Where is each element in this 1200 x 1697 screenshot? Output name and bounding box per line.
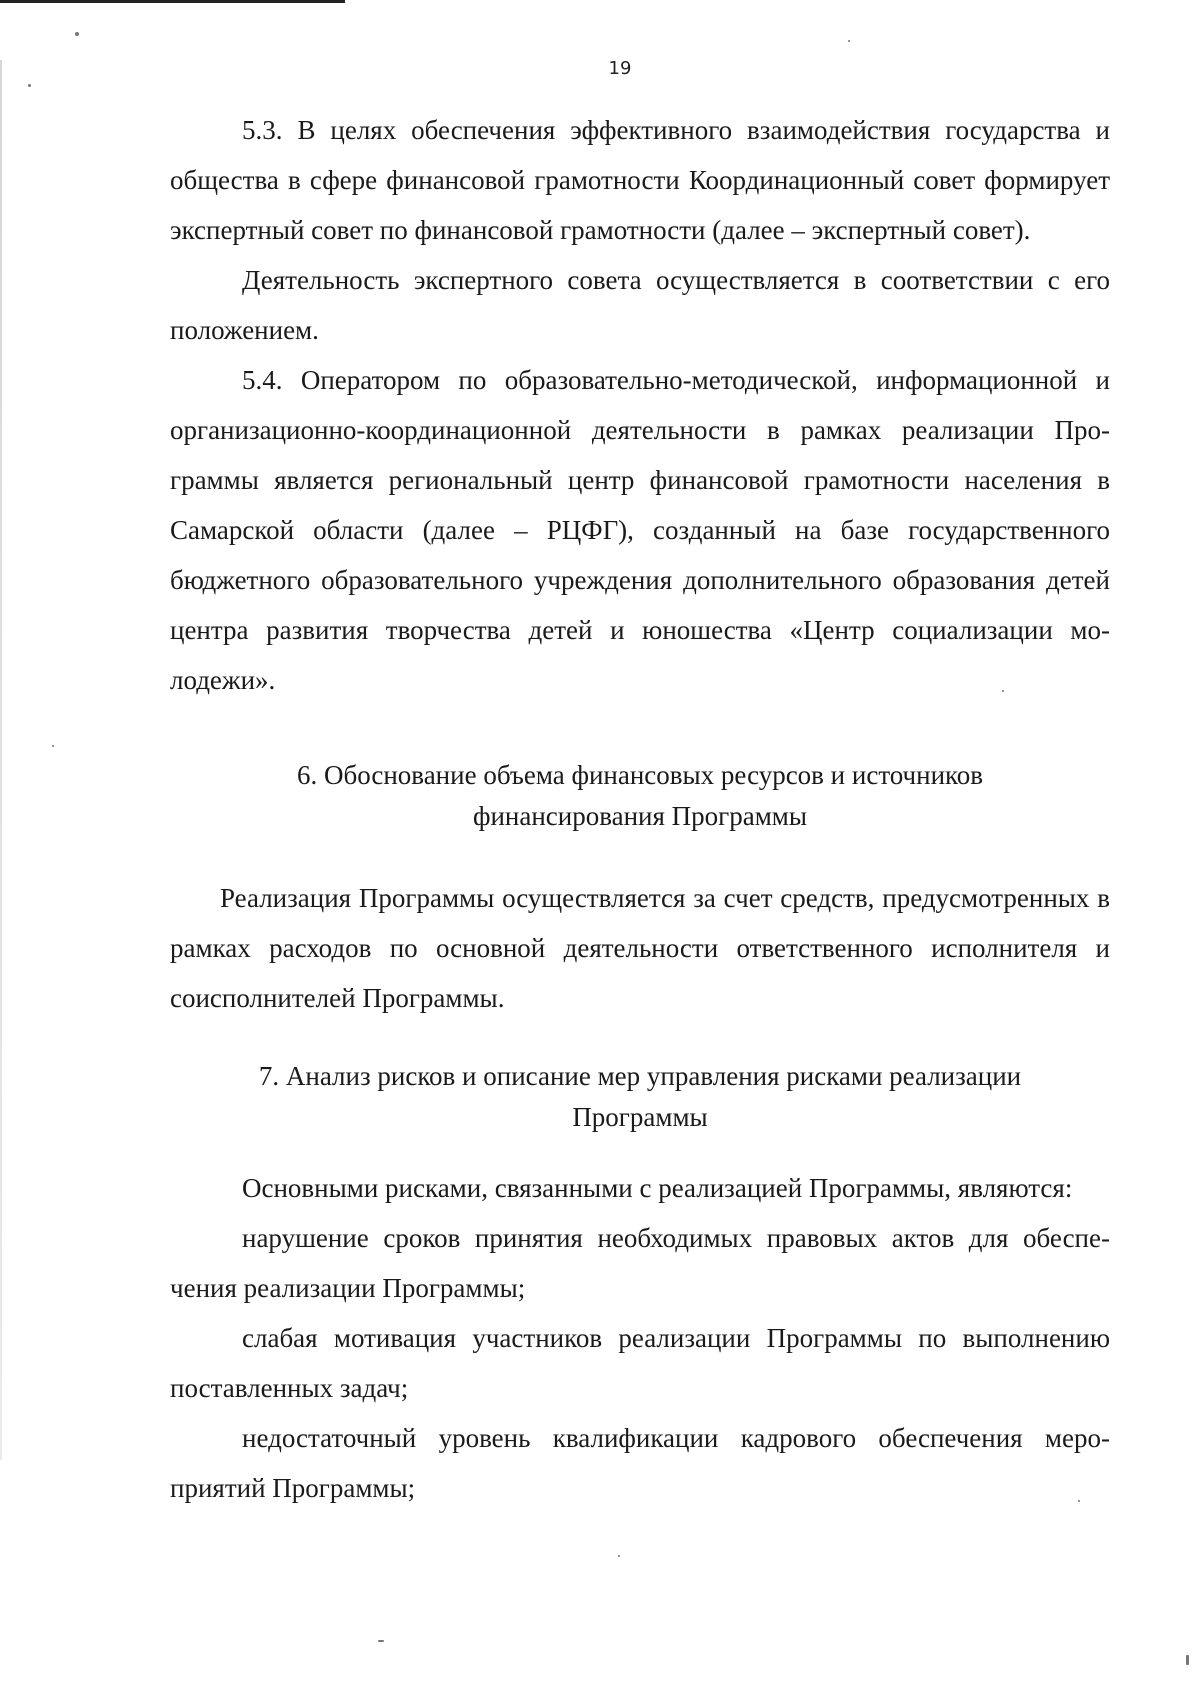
document-body — [170, 105, 1110, 1513]
risk-item-motivation: слабая мотивация участников реализации Программы по выполнению поставленных задач; — [170, 1323, 1110, 1403]
section-heading-6-line1: 6. Обоснование объема финансовых ресурсов и источников — [296, 760, 984, 790]
section-heading-7-line2: Программы — [572, 1102, 708, 1132]
section-heading-7-line1: 7. Анализ рисков и описание мер управления рисками реализации — [258, 1061, 1022, 1091]
scan-speck — [1078, 1500, 1080, 1502]
scan-speck — [1186, 1655, 1189, 1665]
scan-speck — [75, 32, 79, 36]
paragraph-5-4: 5.4. Оператором по образовательно-методической, информационной и организационно-координационной деятельности в рамках реализации Программы является региональный центр финансовой грамотности населения в Самарской области (далее – РЦФГ), созданный на базе государственного бюджетного образовательного учреждения дополнительного образования детей центра развития творчества детей и юношества «Центр социализации молодежи». — [170, 365, 1110, 695]
paragraph-expert-council-activity: Деятельность экспертного совета осуществляется в соответствии с его положением. — [170, 265, 1110, 345]
paragraph-5-3: 5.3. В целях обеспечения эффективного взаимодействия государства и общества в сфере финансовой грамотности Координационный совет формирует экспертный совет по финансовой грамотности (далее – экспертный совет). — [170, 115, 1110, 245]
scan-speck — [848, 40, 850, 42]
page-number: 19 — [608, 58, 632, 79]
scan-speck — [1002, 690, 1004, 692]
risk-item-qualification: недостаточный уровень квалификации кадрового обеспечения мероприятий Программы; — [170, 1423, 1110, 1503]
paragraph-main-risks: Основными рисками, связанными с реализацией Программы, являются: — [242, 1173, 1073, 1203]
section-heading-7 — [170, 1056, 1110, 1138]
scan-left-edge — [0, 60, 2, 1460]
scan-speck — [52, 745, 54, 747]
paragraph-funding: Реализация Программы осуществляется за счет средств, предусмотренных в рамках расходов по основной деятельности ответственного исполнителя и соисполнителей Программы. — [170, 883, 1110, 1013]
risk-item-legal-acts: нарушение сроков принятия необходимых правовых актов для обеспечения реализации Программы; — [170, 1223, 1110, 1303]
scan-speck — [378, 1640, 384, 1642]
section-heading-6-line2: финансирования Программы — [472, 801, 808, 831]
scan-speck — [618, 1555, 620, 1557]
scan-top-rule — [0, 0, 345, 3]
scan-speck — [28, 84, 31, 87]
section-heading-6 — [170, 755, 1110, 837]
